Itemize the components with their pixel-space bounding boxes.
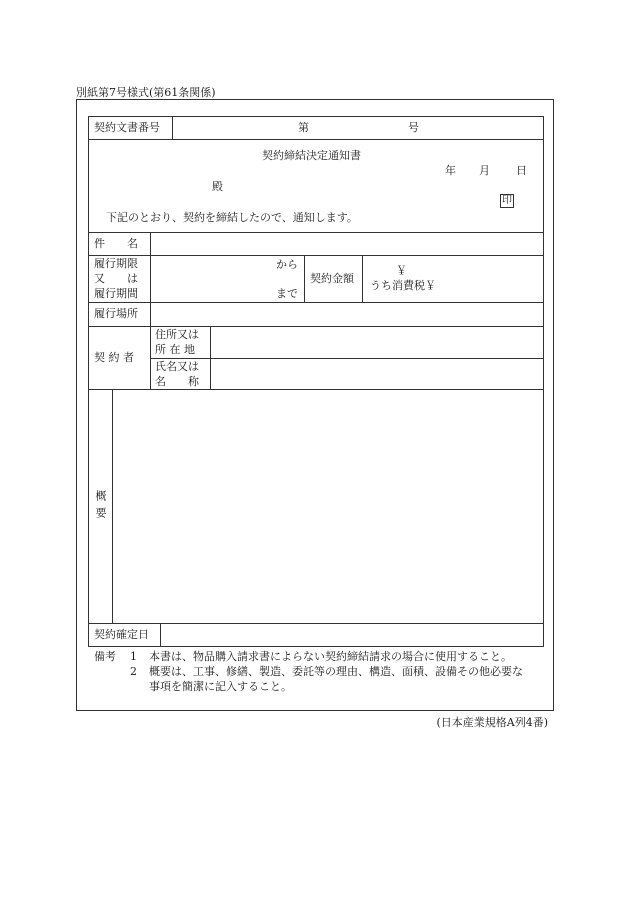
name-label-1: 氏名又は bbox=[155, 360, 199, 373]
note-1-number: 1 bbox=[130, 650, 137, 663]
note-2-text: 概要は、工事、修繕、製造、委託等の理由、構造、面積、設備その他必要な bbox=[149, 665, 523, 678]
rule bbox=[88, 232, 544, 233]
number-prefix: 第 bbox=[298, 121, 309, 134]
period-until: まで bbox=[276, 287, 298, 300]
note-2-text-continued: 事項を簡潔に記入すること。 bbox=[149, 680, 292, 693]
rule bbox=[150, 232, 151, 389]
rule bbox=[88, 139, 544, 140]
form-number-label: 別紙第7号様式(第61条関係) bbox=[76, 86, 216, 99]
amount-tax: うち消費税￥ bbox=[370, 279, 436, 292]
name-label-2: 名 称 bbox=[155, 375, 199, 388]
seal-mark: 印 bbox=[502, 195, 512, 206]
rule bbox=[210, 326, 211, 389]
rule bbox=[160, 623, 161, 647]
rule bbox=[112, 389, 113, 623]
contractor-label: 契 約 者 bbox=[94, 351, 134, 364]
address-label-2: 所 在 地 bbox=[155, 343, 195, 356]
item-name-label: 件 名 bbox=[94, 237, 138, 250]
period-label-2: 又 は bbox=[94, 272, 138, 285]
note-2-number: 2 bbox=[130, 665, 137, 678]
date-day: 日 bbox=[516, 164, 527, 177]
number-suffix: 号 bbox=[408, 121, 419, 134]
period-from: から bbox=[276, 258, 298, 271]
confirm-date-label: 契約確定日 bbox=[94, 628, 149, 641]
rule bbox=[88, 326, 544, 327]
rule bbox=[88, 623, 544, 624]
notice-title: 契約締結決定通知書 bbox=[262, 149, 361, 162]
place-label: 履行場所 bbox=[94, 307, 138, 320]
rule bbox=[88, 389, 544, 390]
date-year: 年 bbox=[445, 164, 456, 177]
rule bbox=[88, 255, 544, 256]
amount-yen: ￥ bbox=[396, 264, 407, 277]
period-label-1: 履行期限 bbox=[94, 257, 138, 270]
rule bbox=[362, 255, 363, 302]
note-1-text: 本書は、物品購入請求書によらない契約締結請求の場合に使用すること。 bbox=[149, 650, 512, 663]
rule bbox=[88, 302, 544, 303]
period-label-3: 履行期間 bbox=[94, 287, 138, 300]
paper-size-note: (日本産業規格A列4番) bbox=[436, 716, 548, 729]
notice-body: 下記のとおり、契約を締結したので、通知します。 bbox=[106, 211, 358, 224]
summary-label: 概要 bbox=[94, 490, 107, 524]
rule bbox=[172, 116, 173, 139]
contract-doc-number-label: 契約文書番号 bbox=[94, 121, 160, 134]
contract-amount-label: 契約金額 bbox=[310, 272, 354, 285]
rule bbox=[304, 255, 305, 302]
addressee-honorific: 殿 bbox=[212, 180, 223, 193]
date-month: 月 bbox=[479, 164, 490, 177]
notes-heading: 備考 bbox=[94, 650, 116, 663]
address-label-1: 住所又は bbox=[155, 328, 199, 341]
